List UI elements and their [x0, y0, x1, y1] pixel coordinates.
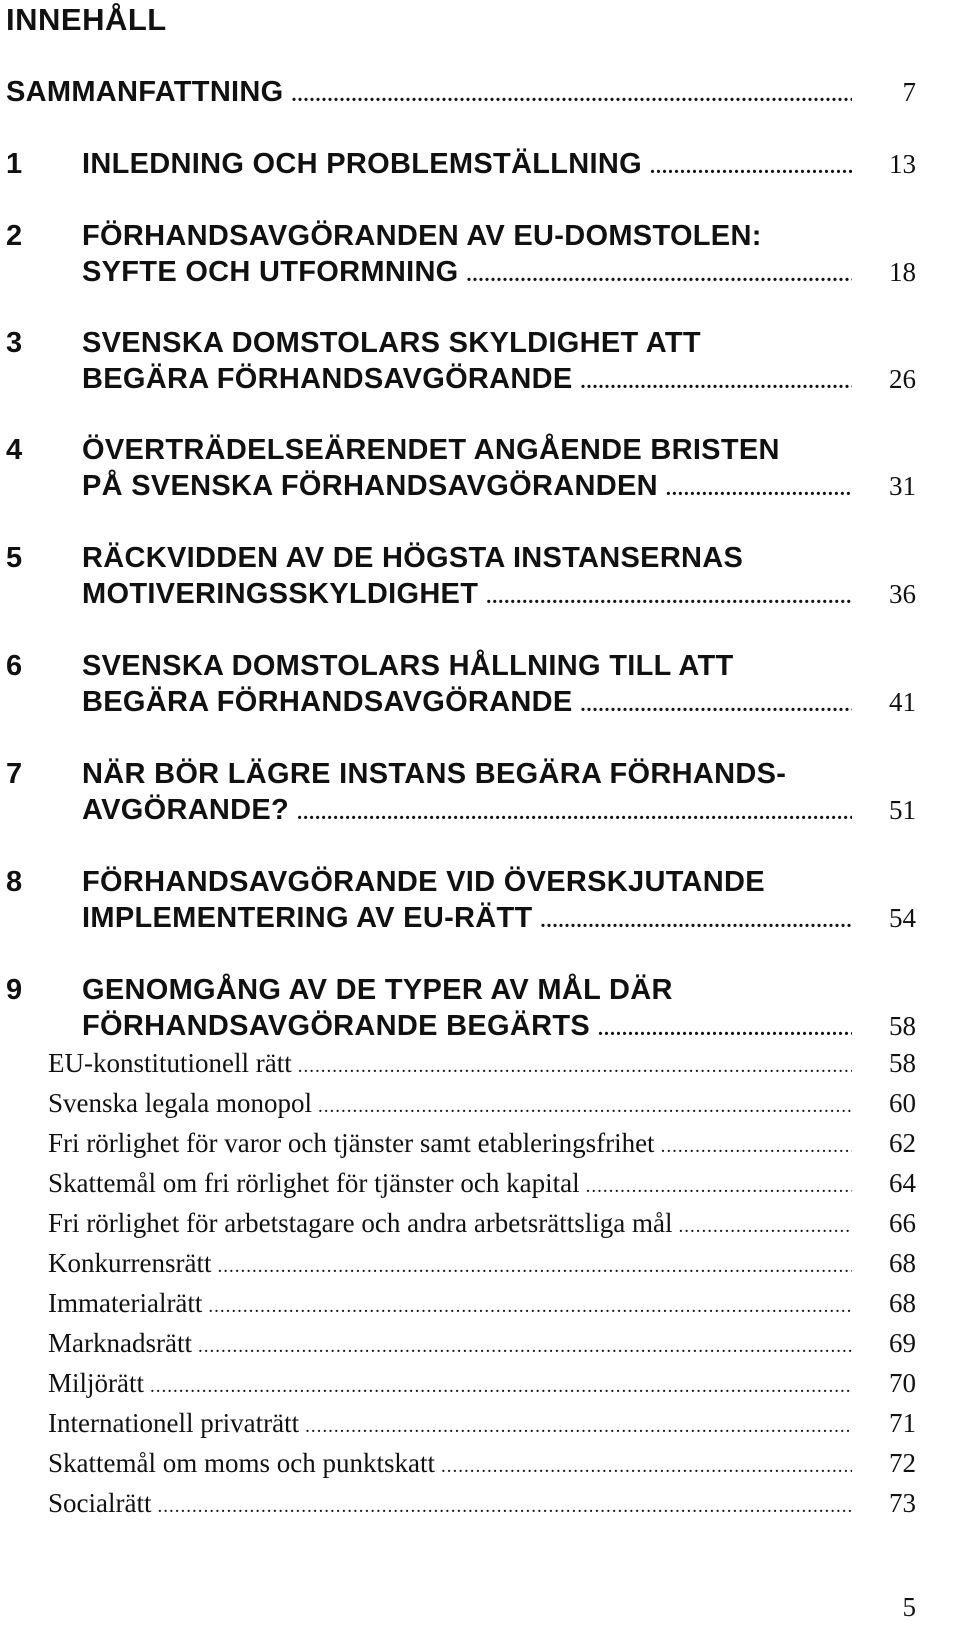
subsection-title: Miljörätt: [48, 1368, 144, 1398]
dot-leader: [486, 579, 852, 615]
dot-leader: [661, 1130, 852, 1164]
chapter-page: 18: [889, 257, 916, 287]
subsection-title: Immaterialrätt: [48, 1288, 203, 1318]
subsection-page: 58: [889, 1048, 916, 1078]
subsection-line: [48, 1286, 852, 1324]
page-number: 5: [902, 1592, 916, 1622]
dot-leader: [467, 257, 852, 293]
toc-entry-summary-page: 7: [902, 77, 916, 107]
chapter-page: 51: [889, 795, 916, 825]
chapter-title-line: [82, 361, 852, 400]
subsection-line: [48, 1246, 852, 1284]
subsection-line: [48, 1166, 852, 1204]
dot-leader: [679, 1210, 853, 1244]
chapter-title-line: [82, 1008, 852, 1047]
chapter-title-text: ÖVERTRÄDELSEÄRENDET ANGÅENDE BRISTEN: [82, 434, 780, 466]
chapter-number: 8: [6, 866, 23, 898]
chapter-page: 41: [889, 687, 916, 717]
dot-leader: [305, 1410, 852, 1444]
subsection-title: Svenska legala monopol: [48, 1088, 312, 1118]
chapter-title-line: [82, 468, 852, 507]
chapter-title-text: IMPLEMENTERING AV EU-RÄTT: [82, 902, 533, 934]
chapter-number: 7: [6, 758, 23, 790]
chapter-number: 3: [6, 327, 23, 359]
chapter-title-text: BEGÄRA FÖRHANDSAVGÖRANDE: [82, 686, 573, 718]
chapter-number: 5: [6, 542, 23, 574]
chapter-title-line: [82, 540, 743, 576]
chapter-title-text: MOTIVERINGSSKYLDIGHET: [82, 578, 479, 610]
subsection-title: Internationell privaträtt: [48, 1408, 300, 1438]
subsection-title: Skattemål om fri rörlighet för tjänster och kapital: [48, 1168, 580, 1198]
chapter-number: 4: [6, 434, 23, 466]
chapter-title-text: RÄCKVIDDEN AV DE HÖGSTA INSTANSERNAS: [82, 542, 744, 574]
dot-leader: [581, 364, 852, 400]
dot-leader: [208, 1290, 852, 1324]
chapter-page: 54: [889, 903, 916, 933]
chapter-page: 26: [889, 364, 916, 394]
subsection-line: [48, 1366, 852, 1404]
chapter-number: 6: [6, 650, 23, 682]
chapter-title-text: AVGÖRANDE?: [82, 794, 290, 826]
chapter-title-line: [82, 576, 852, 615]
subsection-page: 71: [889, 1408, 916, 1438]
subsection-title: Marknadsrätt: [48, 1328, 192, 1358]
chapter-title-line: [82, 254, 852, 293]
dot-leader: [586, 1170, 852, 1204]
subsection-page: 69: [889, 1328, 916, 1358]
dot-leader: [157, 1490, 852, 1524]
chapter-number: 2: [6, 220, 23, 252]
dot-leader: [598, 1011, 852, 1047]
chapter-page: 13: [889, 149, 916, 179]
subsection-line: [48, 1206, 852, 1244]
chapter-title-text: SVENSKA DOMSTOLARS SKYLDIGHET ATT: [82, 327, 701, 359]
chapter-number: 9: [6, 974, 23, 1006]
chapter-title-line: [82, 648, 733, 684]
dot-leader: [318, 1090, 852, 1124]
chapter-page: 31: [889, 471, 916, 501]
chapter-title-text: FÖRHANDSAVGÖRANDE BEGÄRTS: [82, 1010, 591, 1042]
subsection-title: Socialrätt: [48, 1488, 152, 1518]
subsection-page: 68: [889, 1248, 916, 1278]
chapter-title-line: [82, 218, 762, 254]
chapter-number: 1: [6, 148, 23, 180]
chapter-title-text: SYFTE OCH UTFORMNING: [82, 256, 459, 288]
subsection-page: 70: [889, 1368, 916, 1398]
chapter-title-line: [82, 864, 765, 900]
subsection-title: Konkurrensrätt: [48, 1248, 212, 1278]
subsection-line: [48, 1086, 852, 1124]
chapter-title-line: [82, 972, 673, 1008]
dot-leader: [666, 471, 852, 507]
subsection-page: 73: [889, 1488, 916, 1518]
subsection-title: Skattemål om moms och punktskatt: [48, 1448, 435, 1478]
dot-leader: [581, 687, 852, 723]
dot-leader: [541, 903, 852, 939]
toc-heading: INNEHÅLL: [6, 2, 167, 37]
chapter-title-text: FÖRHANDSAVGÖRANDEN AV EU-DOMSTOLEN:: [82, 220, 762, 252]
chapter-title-line: [82, 146, 852, 185]
chapter-title-line: [82, 684, 852, 723]
chapter-title-text: INLEDNING OCH PROBLEMSTÄLLNING: [82, 148, 642, 180]
subsection-title: EU-konstitutionell rätt: [48, 1048, 292, 1078]
chapter-title-line: [82, 756, 786, 792]
chapter-page: 36: [889, 579, 916, 609]
subsection-page: 64: [889, 1168, 916, 1198]
subsection-line: [48, 1446, 852, 1484]
chapter-title-text: SVENSKA DOMSTOLARS HÅLLNING TILL ATT: [82, 650, 734, 682]
subsection-page: 68: [889, 1288, 916, 1318]
dot-leader: [650, 149, 852, 185]
dot-leader: [297, 795, 852, 831]
chapter-title-text: FÖRHANDSAVGÖRANDE VID ÖVERSKJUTANDE: [82, 866, 765, 898]
dot-leader: [198, 1330, 852, 1364]
subsection-page: 66: [889, 1208, 916, 1238]
chapter-title-line: [82, 325, 701, 361]
dot-leader: [217, 1250, 852, 1284]
dot-leader: [150, 1370, 852, 1404]
chapter-title-text: PÅ SVENSKA FÖRHANDSAVGÖRANDEN: [82, 470, 658, 502]
subsection-page: 62: [889, 1128, 916, 1158]
chapter-title-line: [82, 900, 852, 939]
chapter-title-text: NÄR BÖR LÄGRE INSTANS BEGÄRA FÖRHANDS-: [82, 758, 787, 790]
subsection-line: [48, 1486, 852, 1524]
subsection-title: Fri rörlighet för arbetstagare och andra arbetsrättsliga mål: [48, 1208, 673, 1238]
chapter-title-line: [82, 792, 852, 831]
chapter-title-text: GENOMGÅNG AV DE TYPER AV MÅL DÄR: [82, 974, 673, 1006]
subsection-page: 72: [889, 1448, 916, 1478]
subsection-page: 60: [889, 1088, 916, 1118]
dot-leader: [298, 1050, 852, 1084]
chapter-title-line: [82, 432, 780, 468]
subsection-line: [48, 1046, 852, 1084]
toc-entry-summary-title: SAMMANFATTNING: [6, 76, 284, 108]
chapter-page: 58: [889, 1011, 916, 1041]
chapter-title-text: BEGÄRA FÖRHANDSAVGÖRANDE: [82, 363, 573, 395]
subsection-line: [48, 1326, 852, 1364]
subsection-line: [48, 1406, 852, 1444]
subsection-title: Fri rörlighet för varor och tjänster samt etableringsfrihet: [48, 1128, 655, 1158]
toc-entry-summary-line: [6, 74, 852, 113]
dot-leader: [441, 1450, 852, 1484]
dot-leader: [292, 77, 852, 113]
subsection-line: [48, 1126, 852, 1164]
